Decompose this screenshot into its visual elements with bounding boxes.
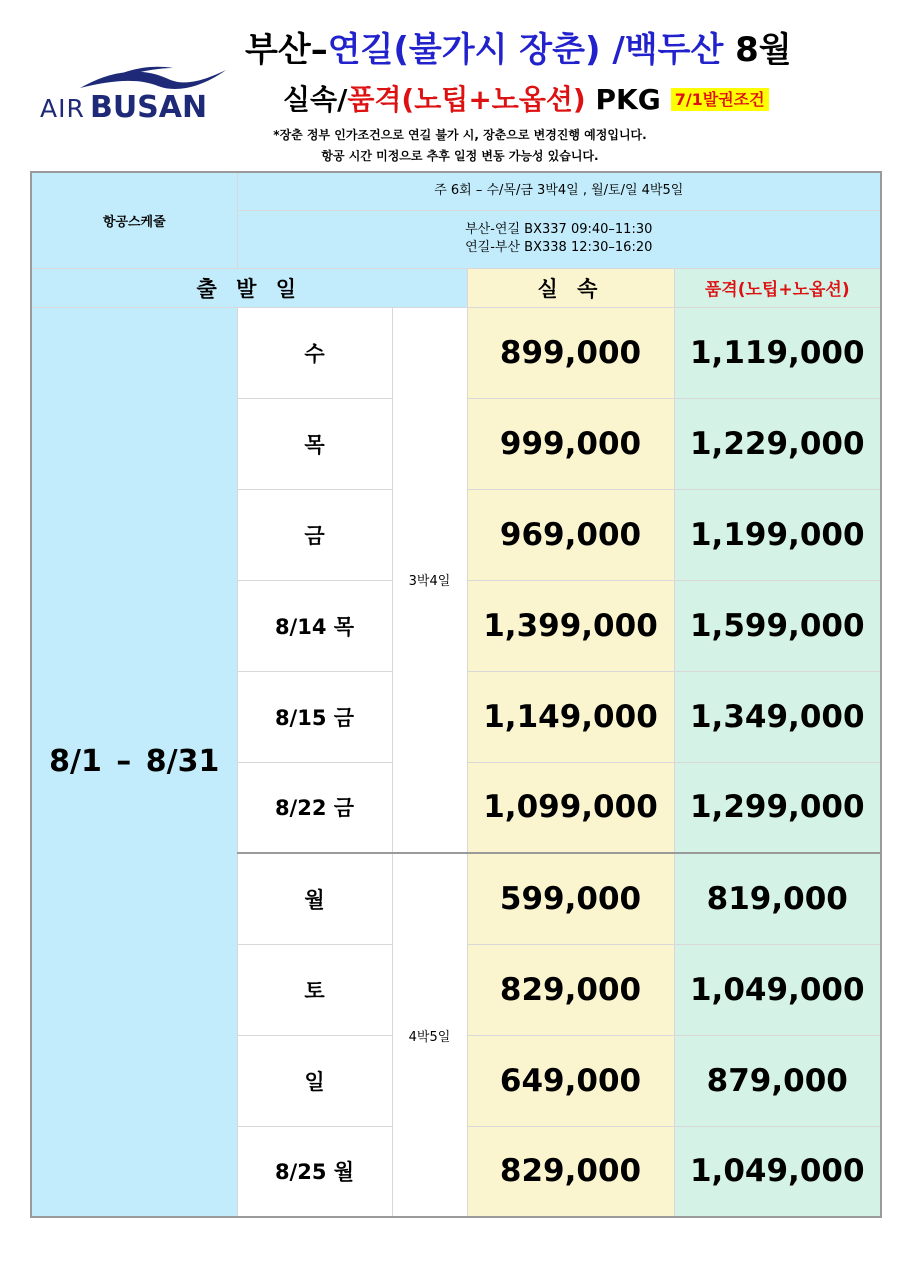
flight-outbound: 부산-연길 BX337 09:40–11:30 <box>465 222 653 237</box>
basic-price: 969,000 <box>467 489 674 580</box>
air-busan-logo <box>38 62 238 132</box>
price-table <box>30 171 882 1218</box>
premium-price: 1,049,000 <box>674 944 881 1035</box>
premium-price: 1,299,000 <box>674 762 881 853</box>
day-cell: 8/25 월 <box>237 1126 392 1217</box>
basic-price: 1,399,000 <box>467 580 674 671</box>
day-cell: 일 <box>237 1035 392 1126</box>
day-cell: 8/22 금 <box>237 762 392 853</box>
subtitle-basic: 실속/ <box>283 83 348 116</box>
logo-air-text: AIR <box>40 94 85 123</box>
premium-price: 1,229,000 <box>674 398 881 489</box>
premium-price: 879,000 <box>674 1035 881 1126</box>
title-destination: 연길(불가시 장춘) /백두산 <box>327 30 724 70</box>
basic-price: 829,000 <box>467 1126 674 1217</box>
departure-period: 8/1 – 8/31 <box>31 307 237 1217</box>
day-cell: 토 <box>237 944 392 1035</box>
logo-busan-text: BUSAN <box>89 90 208 125</box>
day-cell: 8/14 목 <box>237 580 392 671</box>
basic-price: 649,000 <box>467 1035 674 1126</box>
nights-4n5d: 4박5일 <box>392 853 467 1217</box>
day-cell: 금 <box>237 489 392 580</box>
ticketing-condition-badge: 7/1발권조건 <box>671 88 769 111</box>
schedule-frequency: 주 6회 – 수/목/금 3박4일 , 월/토/일 4박5일 <box>237 172 881 210</box>
basic-price: 899,000 <box>467 307 674 398</box>
basic-price: 999,000 <box>467 398 674 489</box>
header-premium: 품격(노팁+노옵션) <box>674 268 881 307</box>
title-origin: 부산– <box>245 30 328 70</box>
premium-price: 1,349,000 <box>674 671 881 762</box>
note-schedule-change: 항공 시간 미정으로 추후 일정 변동 가능성 있습니다. <box>321 149 599 163</box>
note-changchun: *장춘 정부 인가조건으로 연길 불가 시, 장춘으로 변경진행 예정입니다. <box>273 128 647 142</box>
premium-price: 1,199,000 <box>674 489 881 580</box>
basic-price: 1,149,000 <box>467 671 674 762</box>
premium-price: 1,119,000 <box>674 307 881 398</box>
subtitle-pkg: PKG <box>585 83 661 116</box>
schedule-label: 항공스케줄 <box>31 172 237 268</box>
logo-wordmark <box>40 90 207 125</box>
table-row <box>31 307 881 398</box>
header-departure: 출 발 일 <box>31 268 467 307</box>
premium-price: 1,599,000 <box>674 580 881 671</box>
basic-price: 1,099,000 <box>467 762 674 853</box>
day-cell: 월 <box>237 853 392 944</box>
flight-inbound: 연길-부산 BX338 12:30–16:20 <box>465 240 653 255</box>
page-title <box>245 22 792 71</box>
subtitle-premium: 품격(노팁+노옵션) <box>347 83 586 116</box>
premium-price: 819,000 <box>674 853 881 944</box>
day-cell: 8/15 금 <box>237 671 392 762</box>
premium-price: 1,049,000 <box>674 1126 881 1217</box>
flight-times <box>237 210 881 268</box>
basic-price: 829,000 <box>467 944 674 1035</box>
header-basic: 실 속 <box>467 268 674 307</box>
day-cell: 수 <box>237 307 392 398</box>
page-subtitle <box>283 78 769 118</box>
title-month: 8월 <box>723 30 792 70</box>
day-cell: 목 <box>237 398 392 489</box>
basic-price: 599,000 <box>467 853 674 944</box>
nights-3n4d: 3박4일 <box>392 307 467 853</box>
